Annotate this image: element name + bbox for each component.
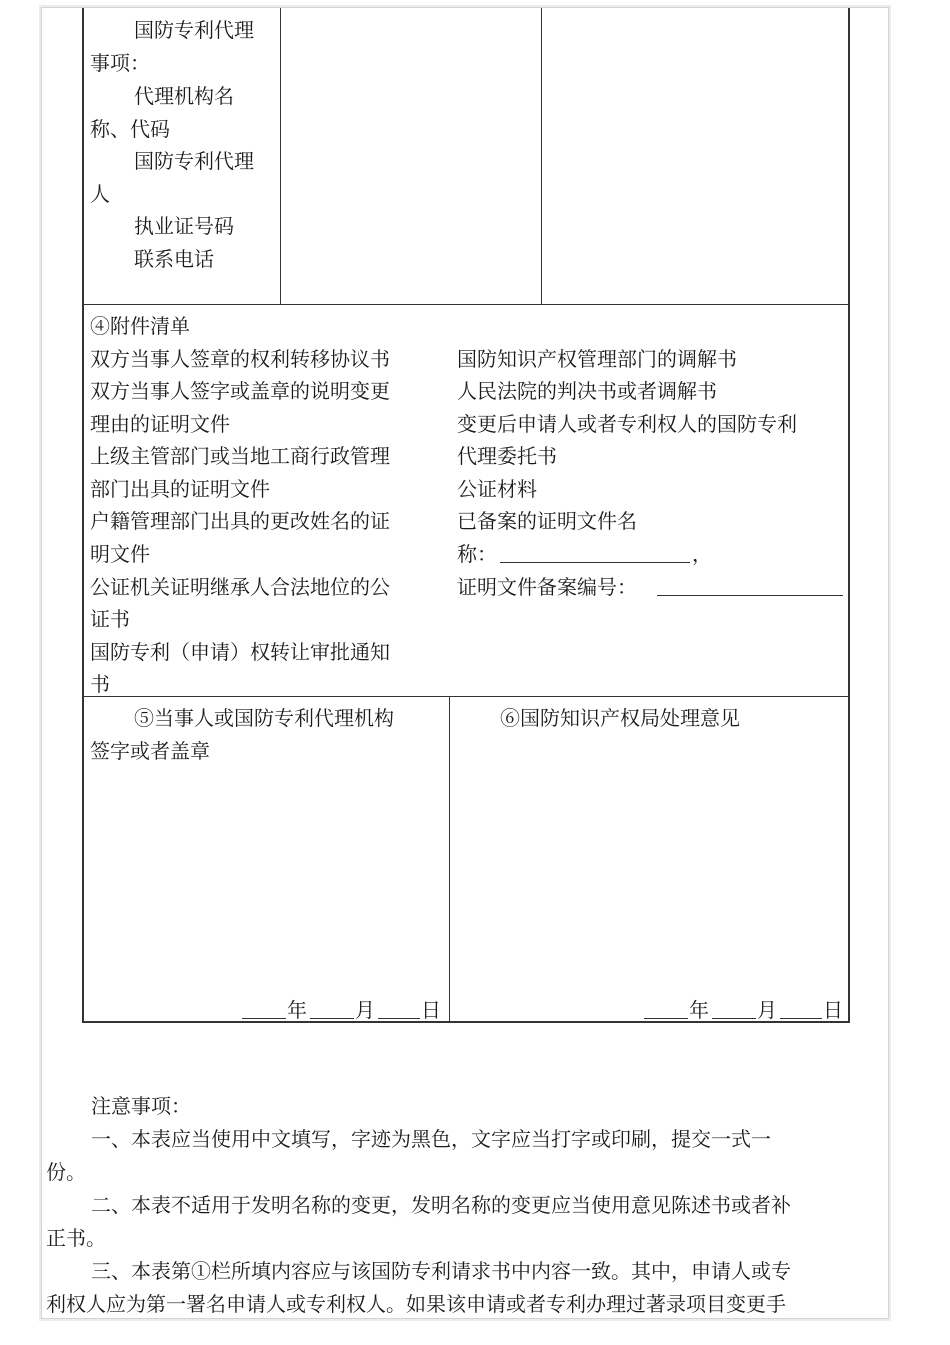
license-number-label: 执业证号码 [134, 214, 234, 238]
ipo-opinion-title: ⑥国防知识产权局处理意见 [500, 706, 740, 730]
note-line: 正书。 [46, 1226, 106, 1250]
patent-agent-label-line-2: 人 [90, 182, 110, 206]
note-line: 三、本表第①栏所填内容应与该国防专利请求书中内容一致。其中，申请人或专 [91, 1259, 791, 1283]
table-border-bottom [82, 1021, 850, 1023]
filed-name-blank[interactable] [500, 562, 690, 563]
left-date-month-blank[interactable] [310, 1018, 354, 1019]
agency-name-label-line-1: 代理机构名 [134, 84, 234, 108]
col-divider-agent-2 [541, 7, 542, 304]
right-date-month-blank[interactable] [712, 1018, 756, 1019]
attachment-right-line: 已备案的证明文件名 [457, 509, 637, 533]
attachment-left-line: 部门出具的证明文件 [90, 477, 270, 501]
note-line: 利权人应为第一署名申请人或专利权人。如果该申请或者专利办理过著录项目变更手 [46, 1292, 786, 1316]
left-date-year-blank[interactable] [242, 1018, 286, 1019]
patent-agent-label-line-1: 国防专利代理 [134, 149, 254, 173]
attachment-left-line: 上级主管部门或当地工商行政管理 [90, 444, 390, 468]
notes-title: 注意事项： [91, 1094, 191, 1118]
left-date-day-blank[interactable] [378, 1018, 420, 1019]
party-signature-title-line-1: ⑤当事人或国防专利代理机构 [134, 706, 394, 730]
left-date-month: 月 [355, 998, 375, 1022]
agent-label-line-1: 国防专利代理 [134, 18, 254, 42]
attachment-left-line: 公证机关证明继承人合法地位的公 [90, 575, 390, 599]
left-date-year: 年 [287, 998, 307, 1022]
attachment-left-line: 书 [90, 672, 110, 696]
row-divider-signature [82, 696, 850, 697]
attachment-right-line: 国防知识产权管理部门的调解书 [457, 347, 737, 371]
document-page [41, 7, 889, 1319]
right-date-month: 月 [757, 998, 777, 1022]
right-date-day: 日 [823, 998, 843, 1022]
row-divider-attachments [82, 304, 850, 305]
attachment-right-line: 变更后申请人或者专利权人的国防专利 [457, 412, 797, 436]
party-signature-title-line-2: 签字或者盖章 [90, 739, 210, 763]
col-divider-agent-1 [280, 7, 281, 304]
filed-name-label: 称： [457, 542, 497, 566]
attachment-left-line: 明文件 [90, 542, 150, 566]
attachment-right-line: 代理委托书 [457, 444, 557, 468]
attachment-left-line: 双方当事人签字或盖章的说明变更 [90, 379, 390, 403]
right-date-day-blank[interactable] [780, 1018, 822, 1019]
attachment-left-line: 理由的证明文件 [90, 412, 230, 436]
filing-number-blank[interactable] [657, 595, 843, 596]
attachment-left-line: 户籍管理部门出具的更改姓名的证 [90, 509, 390, 533]
note-line: 份。 [46, 1160, 86, 1184]
right-date-year-blank[interactable] [644, 1018, 688, 1019]
agent-label-line-2: 事项： [90, 51, 150, 75]
table-border-right [848, 7, 850, 1023]
note-line: 二、本表不适用于发明名称的变更，发明名称的变更应当使用意见陈述书或者补 [91, 1193, 791, 1217]
form-table [82, 7, 848, 1023]
phone-label: 联系电话 [134, 247, 214, 271]
right-date-year: 年 [689, 998, 709, 1022]
note-line: 一、本表应当使用中文填写，字迹为黑色，文字应当打字或印刷，提交一式一 [91, 1127, 771, 1151]
col-divider-signature [449, 696, 450, 1022]
filed-name-suffix: ， [692, 542, 712, 566]
attachment-left-line: 国防专利（申请）权转让审批通知 [90, 640, 390, 664]
agency-name-label-line-2: 称、代码 [90, 117, 170, 141]
filing-number-label: 证明文件备案编号： [457, 575, 637, 599]
attachments-title: ④附件清单 [90, 314, 190, 338]
attachment-left-line: 证书 [90, 607, 130, 631]
attachment-right-line: 人民法院的判决书或者调解书 [457, 379, 717, 403]
attachment-left-line: 双方当事人签章的权利转移协议书 [90, 347, 390, 371]
table-border-left [82, 7, 84, 1023]
left-date-day: 日 [421, 998, 441, 1022]
attachment-right-line: 公证材料 [457, 477, 537, 501]
